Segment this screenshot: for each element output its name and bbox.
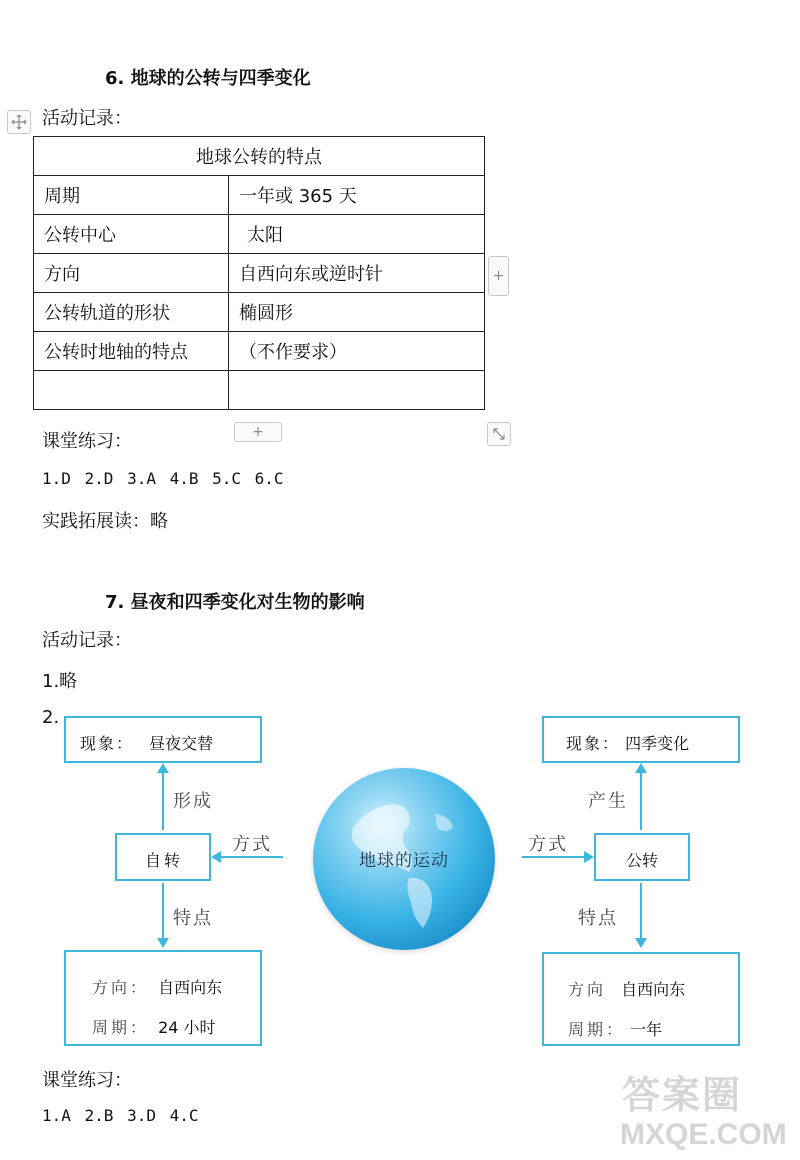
right-feature-box (542, 952, 740, 1046)
practice-answers-7: 1.A 2.B 3.D 4.C (42, 1106, 199, 1125)
table-cell: 公转中心 (34, 215, 229, 254)
left-method-line (221, 856, 283, 858)
arrow-up-icon (635, 763, 647, 773)
period-row (568, 1010, 738, 1050)
period-value: 一年 (630, 1020, 663, 1039)
table-cell: 公转时地轴的特点 (34, 332, 229, 371)
arrow-down-icon (157, 938, 169, 948)
direction-value: 自西向东 (158, 978, 223, 997)
table-cell: 自西向东或逆时针 (229, 254, 485, 293)
table-cell: 椭圆形 (229, 293, 485, 332)
table-cell (229, 371, 485, 410)
right-feature-label: 特点 (578, 908, 618, 929)
left-down-line (162, 883, 164, 940)
right-phenomenon-box (542, 716, 740, 763)
phenomenon-label: 现象： (80, 734, 135, 753)
right-method-label: 方式 (528, 834, 568, 855)
direction-label: 方向： (92, 978, 150, 997)
arrow-up-icon (157, 763, 169, 773)
revolution-box: 公转 (594, 833, 690, 881)
left-feature-box (64, 950, 262, 1046)
table-row (34, 254, 485, 293)
orbit-features-table (33, 136, 485, 410)
direction-row (92, 968, 260, 1008)
direction-row (568, 970, 738, 1010)
add-row-button[interactable]: + (234, 422, 282, 442)
table-row (34, 176, 485, 215)
practice-label-6: 课堂练习： (42, 431, 132, 452)
add-column-button[interactable]: + (488, 256, 509, 296)
direction-label: 方向 (568, 980, 607, 999)
earth-globe-icon (313, 768, 495, 950)
left-feature-label: 特点 (173, 908, 213, 929)
watermark-logo: 答案圈 (622, 1075, 743, 1117)
direction-value: 自西向东 (621, 980, 686, 999)
table-cell: （不作要求） (229, 332, 485, 371)
extension-reading: 实践拓展读：略 (42, 511, 168, 532)
period-label: 周期： (568, 1020, 626, 1039)
table-move-handle[interactable] (7, 110, 31, 134)
table-cell (34, 371, 229, 410)
phenomenon-value: 昼夜交替 (149, 734, 214, 753)
rotation-box: 自转 (115, 833, 211, 881)
table-resize-handle[interactable] (487, 422, 511, 446)
activity-label-6: 活动记录： (42, 108, 132, 129)
section-7-title: 7. 昼夜和四季变化对生物的影响 (105, 592, 365, 613)
activity-label-7: 活动记录： (42, 630, 132, 651)
table-header: 地球公转的特点 (34, 137, 485, 176)
period-row (92, 1008, 260, 1048)
table-row (34, 293, 485, 332)
right-method-line (522, 856, 584, 858)
item-1: 1.略 (42, 671, 78, 692)
period-value: 24 小时 (158, 1018, 216, 1037)
left-up-line (162, 772, 164, 830)
phenomenon-label: 现象： (566, 734, 621, 753)
produces-label: 产生 (588, 791, 628, 812)
left-method-label: 方式 (232, 834, 272, 855)
table-cell: 一年或 365 天 (229, 176, 485, 215)
globe-center-label: 地球的运动 (359, 851, 449, 871)
practice-label-7: 课堂练习： (42, 1070, 132, 1091)
forms-label: 形成 (173, 791, 213, 812)
right-up-line (640, 772, 642, 830)
arrow-right-icon (584, 851, 594, 863)
practice-answers-6: 1.D 2.D 3.A 4.B 5.C 6.C (42, 469, 284, 488)
watermark-url: MXQE.COM (620, 1118, 787, 1151)
section-6-title: 6. 地球的公转与四季变化 (105, 68, 311, 89)
arrow-down-icon (635, 938, 647, 948)
right-down-line (640, 883, 642, 940)
item-2: 2. (42, 707, 60, 728)
period-label: 周期： (92, 1018, 150, 1037)
table-cell: 公转轨道的形状 (34, 293, 229, 332)
table-cell: 太阳 (229, 215, 485, 254)
table-row (34, 332, 485, 371)
table-row (34, 371, 485, 410)
resize-icon (492, 427, 506, 441)
phenomenon-value: 四季变化 (625, 734, 690, 753)
move-icon (11, 114, 27, 130)
table-cell: 方向 (34, 254, 229, 293)
table-row (34, 215, 485, 254)
left-phenomenon-box (64, 716, 262, 763)
arrow-left-icon (211, 851, 221, 863)
table-cell: 周期 (34, 176, 229, 215)
